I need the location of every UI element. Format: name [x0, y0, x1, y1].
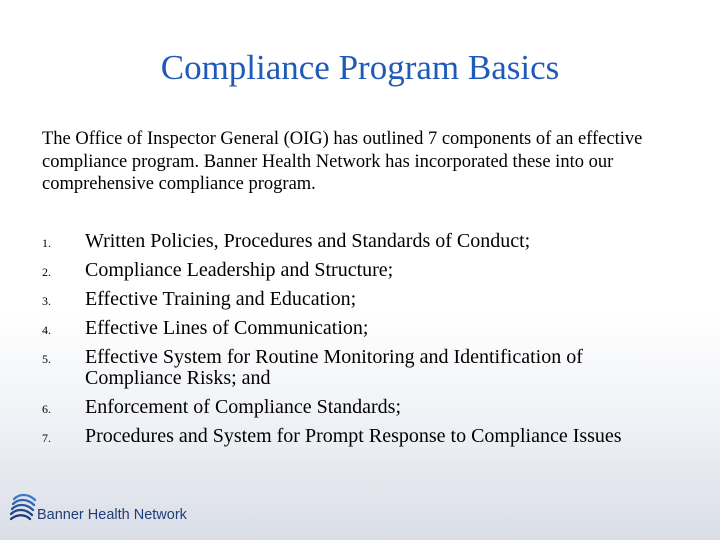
list-item-text: Effective System for Routine Monitoring and Identification of Compliance Risks; and	[85, 346, 583, 389]
logo-text: Banner Health Network	[37, 507, 187, 523]
list-item	[42, 260, 682, 281]
list-item-text: Enforcement of Compliance Standards;	[85, 396, 402, 418]
list-item-text: Compliance Leadership and Structure;	[85, 259, 394, 281]
list-item-number: 2.	[42, 265, 51, 279]
slide-title: Compliance Program Basics	[160, 48, 560, 87]
list-item	[42, 231, 682, 252]
intro-paragraph: The Office of Inspector General (OIG) has outlined 7 components of an effective compliance program. Banner Health Network has incorporated these into our comprehensive compliance program.	[42, 129, 643, 194]
list-item-text: Procedures and System for Prompt Response to Compliance Issues	[85, 425, 622, 447]
list-item-number: 1.	[42, 236, 51, 250]
list-item-number: 4.	[42, 323, 51, 337]
list-item	[42, 347, 682, 389]
list-item	[42, 397, 682, 418]
components-list	[42, 231, 682, 455]
banner-wave-logo-icon	[8, 490, 38, 524]
list-item-number: 3.	[42, 294, 51, 308]
list-item-number: 7.	[42, 431, 51, 445]
list-item-number: 5.	[42, 352, 51, 366]
list-item-text: Effective Training and Education;	[85, 288, 357, 310]
list-item	[42, 426, 682, 447]
list-item	[42, 318, 682, 339]
list-item-number: 6.	[42, 402, 51, 416]
list-item	[42, 289, 682, 310]
list-item-text: Written Policies, Procedures and Standards of Conduct;	[85, 230, 531, 252]
banner-health-network-logo	[8, 490, 238, 526]
list-item-text: Effective Lines of Communication;	[85, 317, 369, 339]
